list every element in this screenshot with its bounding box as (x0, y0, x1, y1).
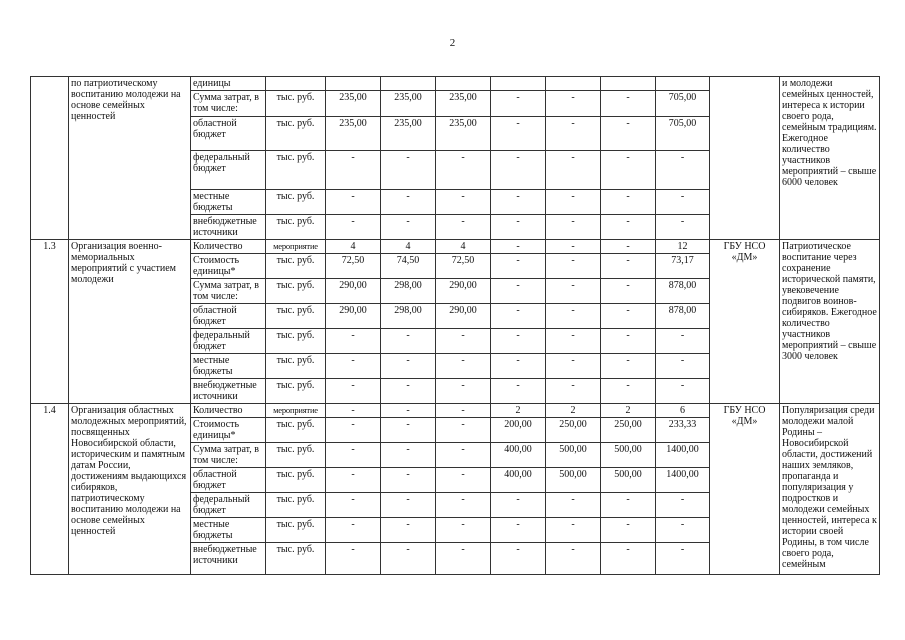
activity-name: Организация областных молодежных мероприятий, посвященных Новосибирской области, историческим и памятным датам России, достижениям выдающихся сибиряков, патриотическому воспитанию молодежи на основе семейных ценностей (69, 404, 191, 575)
value-cell: - (601, 279, 656, 304)
value-cell: - (656, 379, 710, 404)
value-cell: - (381, 518, 436, 543)
value-cell: - (381, 329, 436, 354)
value-cell: - (656, 329, 710, 354)
value-cell: 290,00 (436, 279, 491, 304)
value-cell: - (491, 354, 546, 379)
page-number: 2 (449, 37, 456, 49)
value-cell: - (381, 493, 436, 518)
value-cell: 72,50 (326, 254, 381, 279)
value-cell: - (546, 543, 601, 575)
value-cell: - (601, 304, 656, 329)
unit-cell: тыс. руб. (266, 215, 326, 240)
indicator-name: Стоимость единицы* (191, 254, 266, 279)
value-cell: 298,00 (381, 304, 436, 329)
value-cell: - (546, 304, 601, 329)
value-cell: 500,00 (601, 468, 656, 493)
value-cell: 298,00 (381, 279, 436, 304)
value-cell: 400,00 (491, 443, 546, 468)
unit-cell: тыс. руб. (266, 279, 326, 304)
value-cell: 4 (326, 240, 381, 254)
unit-cell: тыс. руб. (266, 151, 326, 190)
value-cell: - (491, 254, 546, 279)
executor-cell (710, 77, 780, 240)
unit-cell: тыс. руб. (266, 190, 326, 215)
unit-cell: мероприятие (266, 240, 326, 254)
indicator-name: внебюджетные источники (191, 379, 266, 404)
value-cell: - (326, 468, 381, 493)
value-cell: - (601, 117, 656, 151)
value-cell: 290,00 (436, 304, 491, 329)
value-cell: - (436, 493, 491, 518)
indicator-name: областной бюджет (191, 117, 266, 151)
value-cell: - (381, 418, 436, 443)
value-cell (601, 77, 656, 91)
value-cell: - (546, 493, 601, 518)
value-cell: - (436, 354, 491, 379)
indicator-name: федеральный бюджет (191, 151, 266, 190)
value-cell: - (491, 493, 546, 518)
value-cell: 233,33 (656, 418, 710, 443)
value-cell: - (546, 151, 601, 190)
value-cell: - (656, 354, 710, 379)
value-cell: - (656, 518, 710, 543)
value-cell: - (326, 151, 381, 190)
indicator-name: областной бюджет (191, 468, 266, 493)
unit-cell: мероприятие (266, 404, 326, 418)
value-cell: - (601, 354, 656, 379)
indicator-name: Сумма затрат, в том числе: (191, 443, 266, 468)
value-cell: - (381, 404, 436, 418)
value-cell: - (491, 518, 546, 543)
value-cell: - (601, 329, 656, 354)
value-cell: - (326, 215, 381, 240)
value-cell: - (546, 379, 601, 404)
value-cell: 290,00 (326, 304, 381, 329)
value-cell: - (491, 279, 546, 304)
activity-name: Организация военно-мемориальных мероприятий с участием молодежи (69, 240, 191, 404)
value-cell: - (436, 379, 491, 404)
value-cell: - (601, 379, 656, 404)
unit-cell: тыс. руб. (266, 468, 326, 493)
value-cell: - (546, 254, 601, 279)
indicator-name: внебюджетные источники (191, 543, 266, 575)
table-row (31, 240, 880, 254)
indicator-name: Количество (191, 240, 266, 254)
value-cell: - (491, 329, 546, 354)
value-cell: 250,00 (601, 418, 656, 443)
value-cell: - (546, 190, 601, 215)
value-cell: - (546, 354, 601, 379)
indicator-name: единицы (191, 77, 266, 91)
unit-cell: тыс. руб. (266, 117, 326, 151)
value-cell: 878,00 (656, 304, 710, 329)
value-cell: 400,00 (491, 468, 546, 493)
unit-cell: тыс. руб. (266, 254, 326, 279)
value-cell: - (326, 329, 381, 354)
program-table (30, 76, 880, 575)
value-cell: - (381, 543, 436, 575)
indicator-name: Стоимость единицы* (191, 418, 266, 443)
value-cell: 235,00 (326, 117, 381, 151)
indicator-name: внебюджетные источники (191, 215, 266, 240)
value-cell: 12 (656, 240, 710, 254)
row-number: 1.4 (31, 404, 69, 575)
value-cell: 4 (436, 240, 491, 254)
value-cell: - (601, 493, 656, 518)
value-cell (491, 77, 546, 91)
value-cell: 72,50 (436, 254, 491, 279)
value-cell: - (381, 443, 436, 468)
indicator-name: местные бюджеты (191, 354, 266, 379)
value-cell: - (436, 404, 491, 418)
unit-cell (266, 77, 326, 91)
value-cell: 500,00 (546, 468, 601, 493)
value-cell: - (436, 418, 491, 443)
indicator-name: федеральный бюджет (191, 329, 266, 354)
value-cell: - (381, 190, 436, 215)
indicator-name: местные бюджеты (191, 518, 266, 543)
expected-result: Популяризация среди молодежи малой Родины – Новосибирской области, достижений наших земляков, пропаганда и популяризация у подростков и молодежи семейных ценностей, интереса к истории своей Родины, в том числе своего рода, семейным (780, 404, 880, 575)
value-cell: - (326, 543, 381, 575)
value-cell: - (656, 215, 710, 240)
unit-cell: тыс. руб. (266, 443, 326, 468)
value-cell: - (381, 379, 436, 404)
value-cell: - (601, 91, 656, 117)
value-cell: - (326, 493, 381, 518)
value-cell: 2 (491, 404, 546, 418)
row-number: 1.3 (31, 240, 69, 404)
value-cell: 250,00 (546, 418, 601, 443)
value-cell: 1400,00 (656, 443, 710, 468)
indicator-name: Количество (191, 404, 266, 418)
value-cell: - (436, 543, 491, 575)
value-cell: - (546, 279, 601, 304)
unit-cell: тыс. руб. (266, 379, 326, 404)
table-row (31, 77, 880, 91)
executor-cell: ГБУ НСО «ДМ» (710, 240, 780, 404)
value-cell: - (436, 190, 491, 215)
value-cell (381, 77, 436, 91)
value-cell: - (326, 443, 381, 468)
value-cell: 235,00 (381, 117, 436, 151)
value-cell: - (601, 254, 656, 279)
value-cell: - (436, 468, 491, 493)
value-cell: - (491, 240, 546, 254)
expected-result: и молодежи семейных ценностей, интереса к истории своего рода, семейным традициям. Ежегодное количество участников мероприятий – свыше 6000 человек (780, 77, 880, 240)
value-cell: - (381, 354, 436, 379)
value-cell: - (601, 240, 656, 254)
unit-cell: тыс. руб. (266, 91, 326, 117)
value-cell: - (491, 151, 546, 190)
value-cell (326, 77, 381, 91)
value-cell: 235,00 (326, 91, 381, 117)
unit-cell: тыс. руб. (266, 518, 326, 543)
value-cell (436, 77, 491, 91)
value-cell: - (491, 543, 546, 575)
value-cell: 2 (546, 404, 601, 418)
value-cell: 4 (381, 240, 436, 254)
indicator-name: местные бюджеты (191, 190, 266, 215)
value-cell: 235,00 (381, 91, 436, 117)
value-cell: - (601, 543, 656, 575)
value-cell: - (436, 215, 491, 240)
value-cell: - (381, 151, 436, 190)
activity-name: по патриотическому воспитанию молодежи на основе семейных ценностей (69, 77, 191, 240)
value-cell: - (381, 468, 436, 493)
value-cell: - (326, 404, 381, 418)
value-cell: - (326, 418, 381, 443)
value-cell: 705,00 (656, 117, 710, 151)
value-cell: - (491, 379, 546, 404)
value-cell: - (546, 518, 601, 543)
value-cell: 235,00 (436, 91, 491, 117)
value-cell: - (601, 518, 656, 543)
value-cell: 235,00 (436, 117, 491, 151)
value-cell: 74,50 (381, 254, 436, 279)
value-cell: - (326, 379, 381, 404)
value-cell: - (491, 117, 546, 151)
value-cell: - (656, 543, 710, 575)
indicator-name: федеральный бюджет (191, 493, 266, 518)
value-cell: - (436, 443, 491, 468)
unit-cell: тыс. руб. (266, 329, 326, 354)
unit-cell: тыс. руб. (266, 493, 326, 518)
value-cell: 6 (656, 404, 710, 418)
expected-result: Патриотическое воспитание через сохранение исторической памяти, увековечение подвигов воинов-сибиряков. Ежегодное количество участников мероприятий – свыше 3000 человек (780, 240, 880, 404)
value-cell: - (601, 190, 656, 215)
unit-cell: тыс. руб. (266, 304, 326, 329)
value-cell (656, 77, 710, 91)
unit-cell: тыс. руб. (266, 543, 326, 575)
value-cell (546, 77, 601, 91)
value-cell: - (656, 493, 710, 518)
value-cell: - (491, 304, 546, 329)
value-cell: - (436, 518, 491, 543)
value-cell: - (491, 190, 546, 215)
value-cell: - (326, 190, 381, 215)
value-cell: - (546, 215, 601, 240)
value-cell: 200,00 (491, 418, 546, 443)
indicator-name: Сумма затрат, в том числе: (191, 91, 266, 117)
value-cell: - (601, 151, 656, 190)
value-cell: - (326, 518, 381, 543)
value-cell: 878,00 (656, 279, 710, 304)
value-cell: 500,00 (546, 443, 601, 468)
value-cell: - (436, 329, 491, 354)
indicator-name: Сумма затрат, в том числе: (191, 279, 266, 304)
unit-cell: тыс. руб. (266, 354, 326, 379)
value-cell: - (656, 151, 710, 190)
value-cell: 1400,00 (656, 468, 710, 493)
row-number (31, 77, 69, 240)
value-cell: - (491, 215, 546, 240)
value-cell: - (491, 91, 546, 117)
value-cell: 2 (601, 404, 656, 418)
table-row (31, 404, 880, 418)
value-cell: 73,17 (656, 254, 710, 279)
value-cell: - (381, 215, 436, 240)
value-cell: - (436, 151, 491, 190)
value-cell: 705,00 (656, 91, 710, 117)
value-cell: - (601, 215, 656, 240)
value-cell: 500,00 (601, 443, 656, 468)
value-cell: - (656, 190, 710, 215)
indicator-name: областной бюджет (191, 304, 266, 329)
executor-cell: ГБУ НСО «ДМ» (710, 404, 780, 575)
value-cell: - (326, 354, 381, 379)
value-cell: - (546, 329, 601, 354)
value-cell: 290,00 (326, 279, 381, 304)
value-cell: - (546, 240, 601, 254)
value-cell: - (546, 117, 601, 151)
unit-cell: тыс. руб. (266, 418, 326, 443)
value-cell: - (546, 91, 601, 117)
